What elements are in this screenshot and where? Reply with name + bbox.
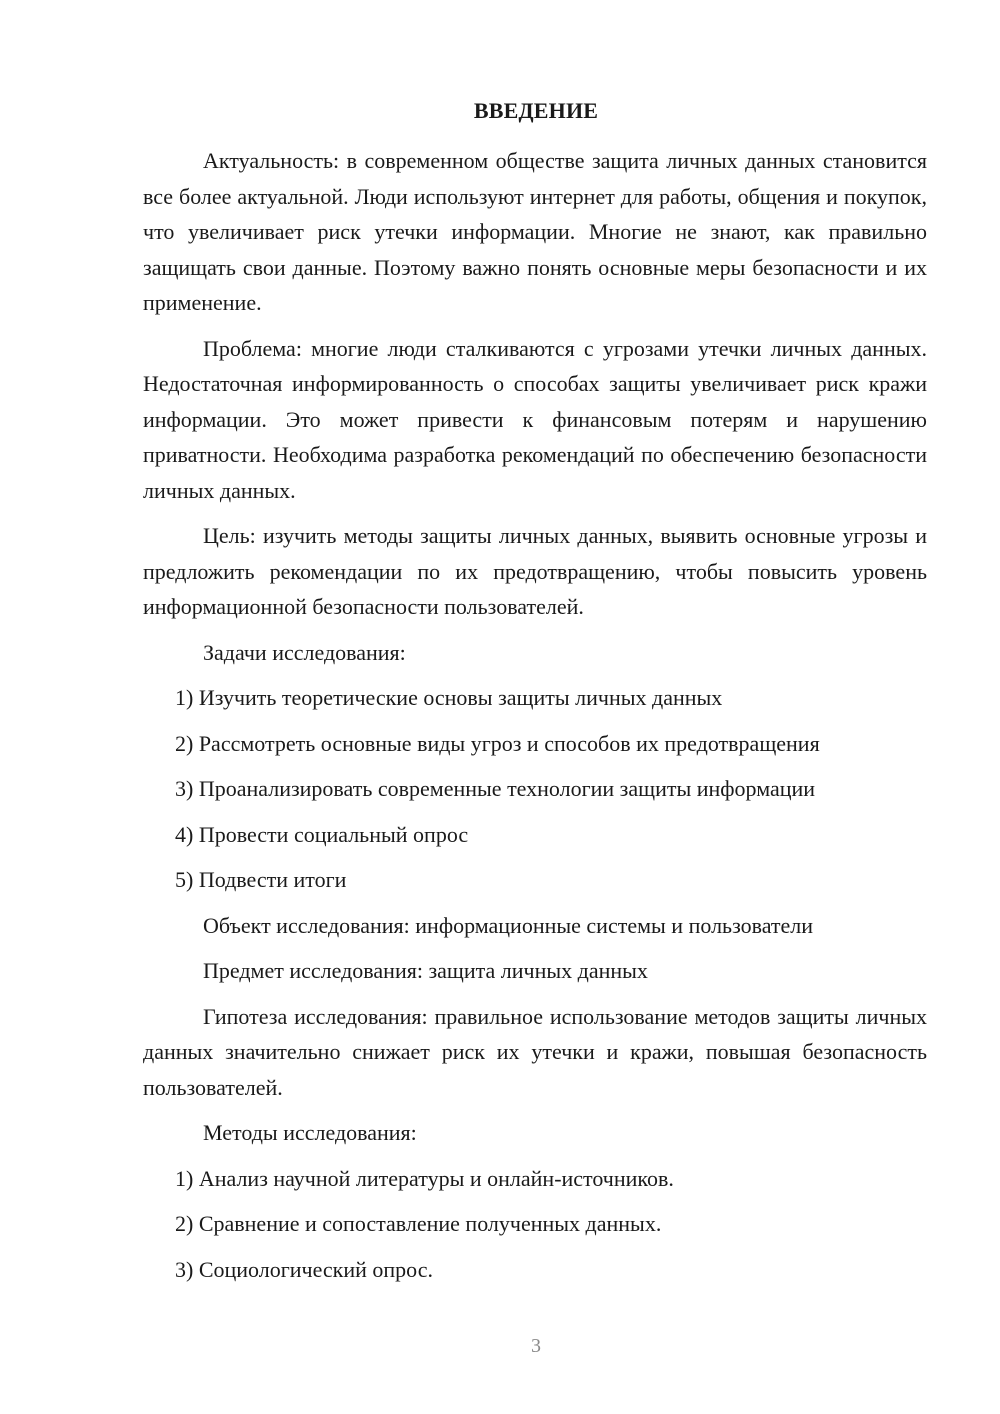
research-subject: Предмет исследования: защита личных данных xyxy=(203,958,648,983)
list-item: 2) Рассмотреть основные виды угроз и способов их предотвращения xyxy=(175,730,820,756)
tasks-list xyxy=(143,680,927,898)
list-item: 3) Социологический опрос. xyxy=(175,1256,433,1282)
paragraph-relevance: Актуальность: в современном обществе защита личных данных становится все более актуальной. Люди используют интернет для работы, общения и покупок, что увеличивает риск утечки информации. Многие не знают, как правильно защищать свои данные. Поэтому важно понять основные меры безопасности и их применение. xyxy=(143,148,927,315)
paragraph-goal: Цель: изучить методы защиты личных данных, выявить основные угрозы и предложить рекомендации по их предотвращению, чтобы повысить уровень информационной безопасности пользователей. xyxy=(143,523,927,619)
list-item: 1) Изучить теоретические основы защиты личных данных xyxy=(175,685,723,710)
research-object: Объект исследования: информационные системы и пользователи xyxy=(203,912,814,938)
methods-list xyxy=(143,1161,927,1288)
list-item: 3) Проанализировать современные технологии защиты информации xyxy=(175,776,816,801)
list-item: 4) Провести социальный опрос xyxy=(175,821,469,847)
tasks-title: Задачи исследования: xyxy=(203,639,406,665)
list-item: 5) Подвести итоги xyxy=(175,867,347,892)
paragraph-hypothesis: Гипотеза исследования: правильное использование методов защиты личных данных значительно снижает риск их утечки и кражи, повышая безопасность пользователей. xyxy=(143,1003,927,1100)
paragraph-problem: Проблема: многие люди сталкиваются с угрозами утечки личных данных. Недостаточная информированность о способах защиты увеличивает риск кражи информации. Это может привести к финансовым потерям и нарушению приватности. Необходима разработка рекомендаций по обеспечению безопасности личных данных. xyxy=(143,335,927,503)
list-item: 2) Сравнение и сопоставление полученных данных. xyxy=(175,1211,662,1236)
list-item: 1) Анализ научной литературы и онлайн-источников. xyxy=(175,1165,674,1191)
page-heading: ВВЕДЕНИЕ xyxy=(473,98,599,123)
page-number: 3 xyxy=(531,1335,541,1357)
body-content xyxy=(143,143,927,1297)
methods-title: Методы исследования: xyxy=(203,1120,417,1145)
